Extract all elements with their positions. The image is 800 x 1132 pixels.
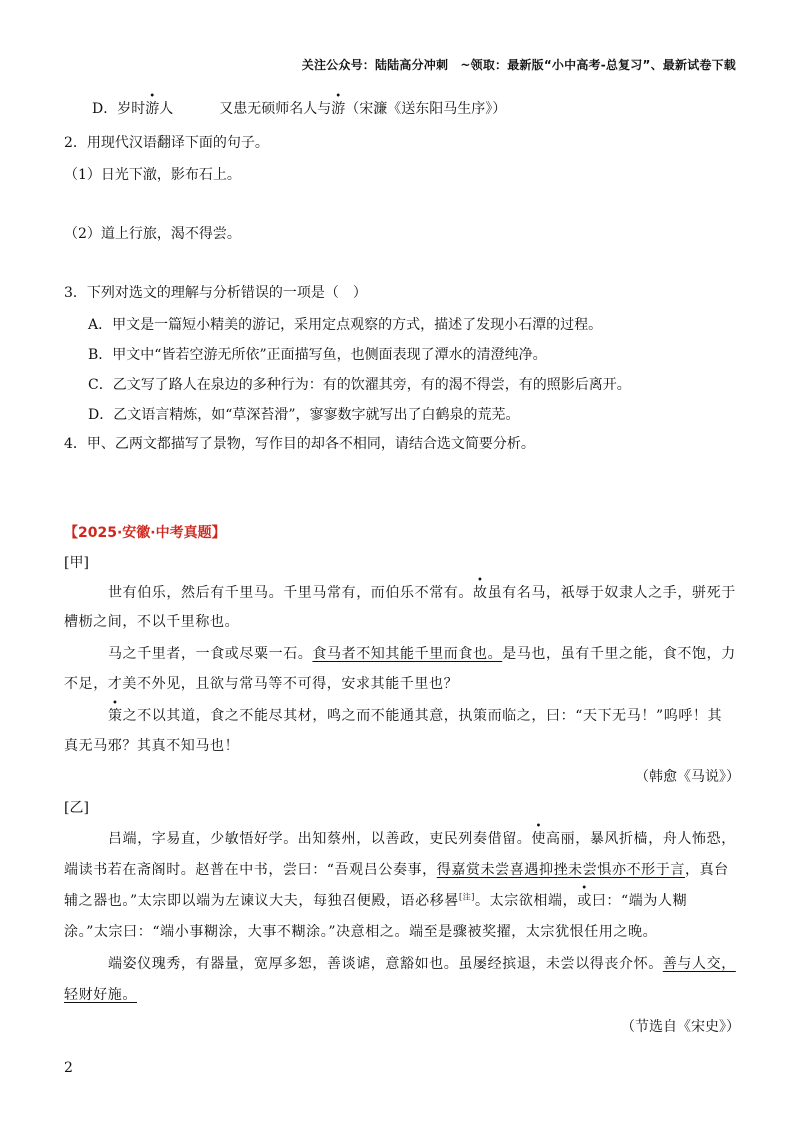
yi-p1-text-b: 高丽，暴风折樯，舟人怖恐，: [546, 831, 736, 847]
jia-p1-line2: 槽枥之间，不以千里称也。: [64, 614, 240, 630]
jia-source: （韩愈《马说》）: [635, 769, 740, 785]
q4-title: 4．甲、乙两文都描写了景物，写作目的却各不相同，请结合选文简要分析。: [64, 436, 535, 452]
jia-p3-text: 之不以其道，食之不能尽其材，鸣之而不能通其意，执策而临之，曰：“天下无马！”呜呼！其: [122, 708, 723, 724]
yi-p1-line2-text-a: 端读书若在斋阁时。赵普在中书，尝曰：“吾观吕公奏事，: [64, 862, 437, 878]
jia-p1-text-b: 虽有名马，祇辱于奴隶人之手，骈死于: [487, 585, 736, 601]
yi-p2-underlined-a: 善与人交，: [662, 956, 736, 972]
q3-option-d: D．乙文语言精炼，如“草深苔滑”，寥寥数字就写出了白鹤泉的荒芜。: [88, 407, 520, 423]
jia-p3-dotted-char: 策: [108, 708, 123, 724]
q3-title: 3．下列对选文的理解与分析错误的一项是（ ）: [64, 285, 367, 301]
q1d-label: D．岁时: [92, 101, 146, 117]
q3-option-a: A．甲文是一篇短小精美的游记，采用定点观察的方式，描述了发现小石潭的过程。: [88, 317, 603, 333]
yi-p1-underlined: 得嘉赏未尝喜遇抑挫未尝惧亦不形于言: [436, 862, 685, 878]
yi-p2-underlined-b: 轻财好施。: [64, 987, 137, 1003]
yi-footnote-marker: [注]: [458, 892, 476, 902]
q2-sentence-2: （2）道上行旅，渴不得尝。: [64, 226, 241, 242]
yi-p2-line2: [64, 984, 740, 1004]
q2-sentence-1: （1）日光下澈，影布石上。: [64, 167, 241, 183]
yi-source: （节选自《宋史》）: [621, 1019, 740, 1035]
yi-p1-line2: [64, 859, 740, 879]
jia-p3-line1: [108, 705, 740, 725]
q3-option-b: B．甲文中“皆若空游无所依”正面描写鱼，也侧面表现了潭水的清澄纯净。: [88, 347, 547, 363]
jia-p1-line1: [108, 582, 740, 602]
yi-p1-line1: [108, 828, 740, 848]
yi-p2-line1: [108, 953, 740, 973]
yi-p1-line4: 涂。”太宗曰：“端小事糊涂，大事不糊涂。”决意相之。端至是骤被奖擢，太宗犹恨任用之晚。: [64, 924, 658, 940]
jia-p1-dotted-char: 故: [473, 585, 488, 601]
yi-p1-line2-text-b: ，真台: [684, 862, 729, 878]
jia-label: [甲]: [64, 555, 89, 571]
header-note: 关注公众号：陆陆高分冲刺 ~领取：最新版“小中高考-总复习”、最新试卷下载: [301, 58, 736, 72]
yi-label: [乙]: [64, 800, 89, 816]
yi-p1-line3-text-b: 。太宗欲相端，: [475, 893, 578, 909]
q3-option-c: C．乙文写了路人在泉边的多种行为：有的饮濯其旁，有的渴不得尝，有的照影后离开。: [88, 377, 631, 393]
q1-option-d: [92, 98, 740, 118]
q1d-source: （宋濂《送东阳马生序》）: [345, 101, 507, 117]
jia-p2-line2: 不足，才美不外见，且欲与常马等不可得，安求其能千里也？: [64, 676, 459, 692]
jia-p2-underlined: 食马者不知其能千里而食也。: [312, 646, 503, 662]
yi-p1-dotted-char: 使: [531, 831, 547, 847]
page-number: 2: [64, 1060, 73, 1076]
exam-source-tag: 【2025·安徽·中考真题】: [64, 525, 226, 541]
jia-p2-text-a: 马之千里者，一食或尽粟一石。: [108, 646, 313, 662]
q1d-rest-1: 人: [159, 101, 174, 117]
q2-title: 2．用现代汉语翻译下面的句子。: [64, 135, 269, 151]
q1d-text-2: 又患无硕师名人与: [219, 101, 332, 117]
yi-p1-text-a: 吕端，字易直，少敏悟好学。出知蔡州，以善政，吏民列奏借留。: [108, 831, 532, 847]
jia-p2-line1: [108, 643, 740, 663]
q1d-dotted-char-1: 游: [145, 101, 160, 117]
yi-p1-line3: [64, 890, 740, 910]
jia-p1-text-a: 世有伯乐，然后有千里马。千里马常有，而伯乐不常有。: [108, 585, 473, 601]
yi-p1-dotted-char-2: 或: [577, 893, 592, 909]
jia-p2-text-b: 是马也，虽有千里之能，食不饱，力: [502, 646, 736, 662]
jia-p3-line2: 真无马邪？其真不知马也！: [64, 738, 240, 754]
yi-p2-text: 端姿仪瑰秀，有器量，宽厚多恕，善谈谑，意豁如也。虽屡经摈退，未尝以得丧介怀。: [108, 956, 663, 972]
q1d-dotted-char-2: 游: [331, 101, 346, 117]
yi-p1-line3-text-a: 辅之器也。”太宗即以端为左谏议大夫，每独召便殿，语必移晷: [64, 893, 459, 909]
yi-p1-line3-text-c: 曰：“端为人糊: [591, 893, 688, 909]
